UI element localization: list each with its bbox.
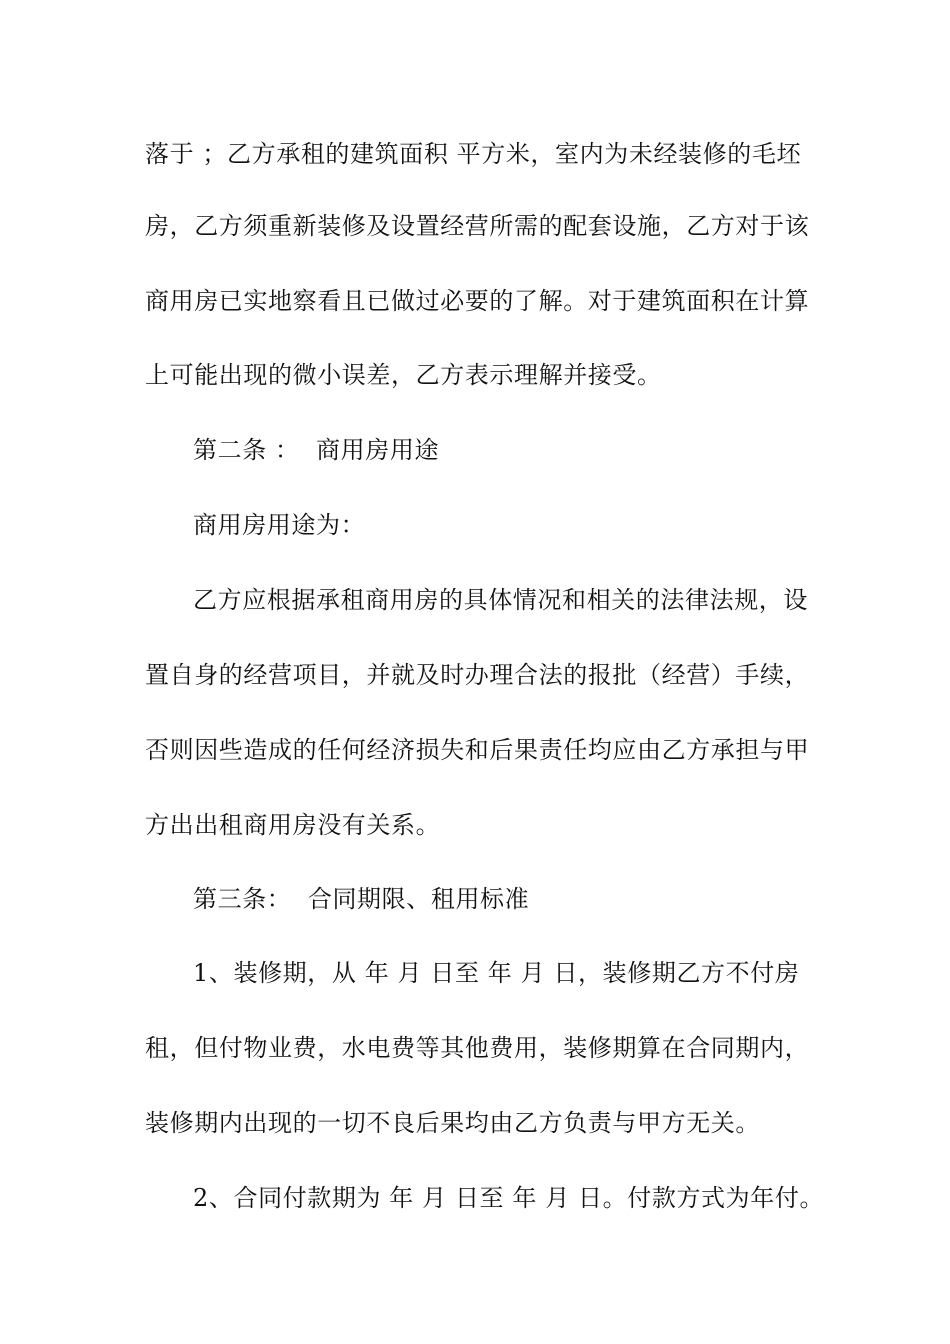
clause-1-first-line: 1、装修期，从 年 月 日至 年 月 日，装修期乙方不付房 — [193, 959, 800, 987]
body-text-line: 上可能出现的微小误差，乙方表示理解并接受。 — [145, 361, 662, 389]
section-heading-article-2: 第二条 ： 商用房用途 — [193, 436, 440, 464]
body-text-line: 否则因些造成的任何经济损失和后果责任均应由乙方承担与甲 — [145, 736, 810, 764]
body-text-line: 方出出租商用房没有关系。 — [145, 811, 441, 839]
clause-2-line: 2、合同付款期为 年 月 日至 年 月 日。付款方式为年付。 — [193, 1184, 825, 1212]
body-text-line: 租，但付物业费，水电费等其他费用，装修期算在合同期内， — [145, 1034, 810, 1062]
body-text-line: 落于 ；乙方承租的建筑面积 平方米，室内为未经装修的毛坯 — [145, 140, 802, 168]
body-text-line: 装修期内出现的一切不良后果均由乙方负责与甲方无关。 — [145, 1109, 760, 1137]
body-text-line: 房，乙方须重新装修及设置经营所需的配套设施，乙方对于该 — [145, 212, 810, 240]
section-heading-article-3: 第三条： 合同期限、租用标准 — [193, 885, 530, 913]
body-text-line: 商用房用途为： — [193, 511, 366, 539]
body-text-line: 置自身的经营项目，并就及时办理合法的报批（经营）手续， — [145, 661, 810, 689]
paragraph-first-line: 乙方应根据承租商用房的具体情况和相关的法律法规，设 — [193, 586, 808, 614]
body-text-line: 商用房已实地察看且已做过必要的了解。对于建筑面积在计算 — [145, 287, 810, 315]
